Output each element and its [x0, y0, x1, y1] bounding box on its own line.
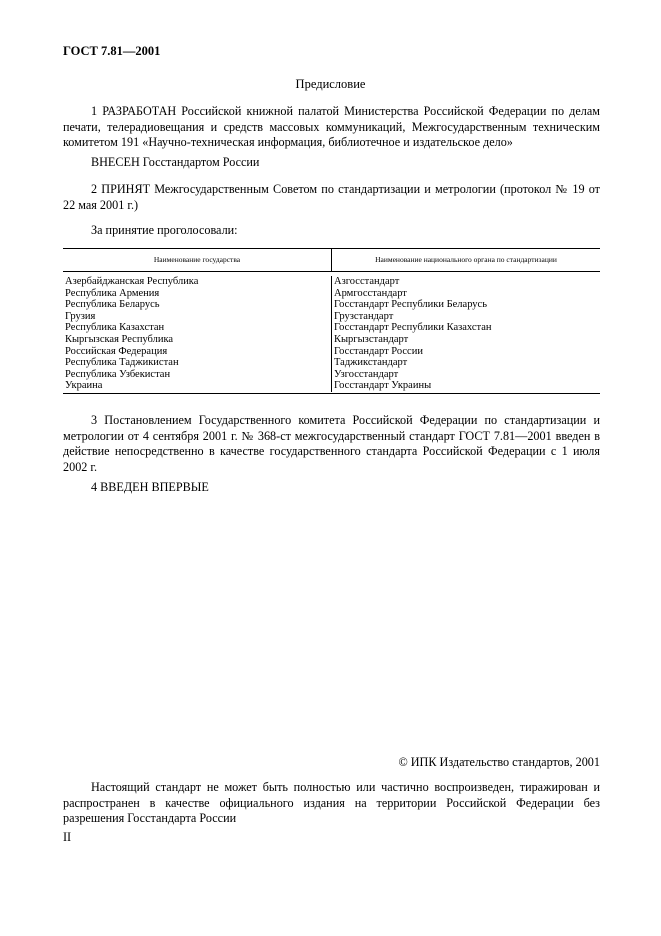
standard-code: ГОСТ 7.81—2001: [63, 44, 161, 58]
body-cell: Госстандарт России: [334, 345, 423, 357]
paragraph-reproduction-rights: Настоящий стандарт не может быть полностью или частично воспроизведен, тиражирован и распространен в качестве официального издания на территории Российской Федерации без разрешения Госстандарта России: [63, 780, 600, 825]
body-cell: Таджикстандарт: [334, 357, 408, 369]
table-header: [63, 249, 600, 272]
state-cell: Азербайджанская Республика: [65, 276, 199, 287]
page-title: Предисловие: [295, 77, 366, 91]
body-cell: Госстандарт Украины: [334, 380, 432, 392]
header-national-body: Наименование национального органа по стандартизации: [375, 255, 557, 264]
state-cell: Республика Беларусь: [65, 299, 160, 311]
state-cell: Республика Таджикистан: [65, 357, 179, 369]
paragraph-developed: 1 РАЗРАБОТАН Российской книжной палатой Министерства Российской Федерации по делам печати, телерадиовещания и средств массовых коммуникаций, Межгосударственным техническим комитетом 191 «Научно-техническая информация, библиотечное и издательское дело»: [63, 104, 600, 149]
paragraph-first-introduced: 4 ВВЕДЕН ВПЕРВЫЕ: [91, 480, 209, 494]
bodies-column: [332, 276, 600, 392]
copyright-notice: © ИПК Издательство стандартов, 2001: [398, 755, 600, 769]
body-cell: Грузстандарт: [334, 310, 394, 322]
body-cell: Узгосстандарт: [334, 368, 399, 380]
body-cell: Армгосстандарт: [334, 287, 407, 299]
page-number: II: [63, 830, 72, 844]
state-cell: Республика Армения: [65, 287, 160, 299]
states-column: [63, 276, 332, 392]
paragraph-adopted: 2 ПРИНЯТ Межгосударственным Советом по стандартизации и метрологии (протокол № 19 от 22 мая 2001 г.): [63, 182, 600, 212]
header-state: Наименование государства: [63, 249, 332, 271]
paragraph-enacted: 3 Постановлением Государственного комитета Российской Федерации по стандартизации и метрологии от 4 сентября 2001 г. № 368-ст межгосударственный стандарт ГОСТ 7.81—2001 введен в действие непосредственно в качестве государственного стандарта Российской Федерации с 1 июля 2002 г.: [63, 413, 600, 474]
body-cell: Азгосстандарт: [334, 276, 400, 287]
paragraph-voted-for: За принятие проголосовали:: [91, 223, 238, 237]
state-cell: Кыргызская Республика: [65, 333, 174, 345]
state-cell: Российская Федерация: [65, 345, 168, 357]
state-cell: Республика Узбекистан: [65, 368, 171, 380]
state-cell: Грузия: [65, 310, 96, 322]
body-cell: Госстандарт Республики Казахстан: [334, 322, 492, 334]
body-cell: Госстандарт Республики Беларусь: [334, 299, 488, 311]
body-cell: Кыргызстандарт: [334, 333, 409, 345]
table-body: [63, 272, 600, 393]
state-cell: Украина: [65, 380, 103, 392]
paragraph-introduced: ВНЕСЕН Госстандартом России: [91, 155, 260, 169]
voting-table: [63, 248, 600, 394]
state-cell: Республика Казахстан: [65, 322, 165, 334]
